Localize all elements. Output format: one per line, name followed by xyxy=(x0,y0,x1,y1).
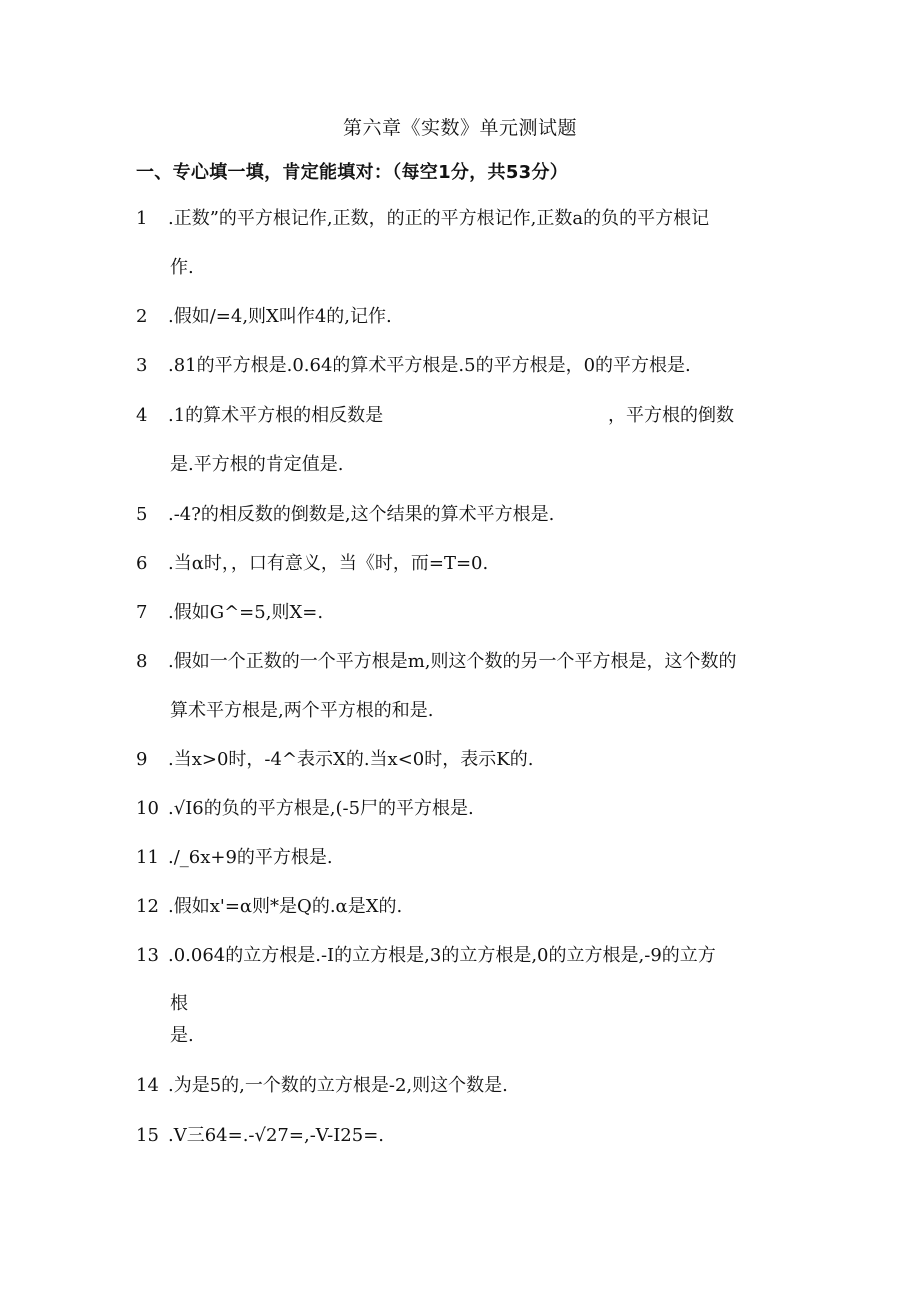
question-number: 15 xyxy=(136,1125,159,1146)
question-6 xyxy=(136,552,488,576)
section-heading: 一、专心填一填，肯定能填对：（每空1分，共53分） xyxy=(136,162,569,183)
question-text: .假如一个正数的一个平方根是m,则这个数的另一个平方根是，这个数的 xyxy=(168,651,737,672)
question-8-continuation: 算术平方根是,两个平方根的和是. xyxy=(170,700,434,721)
question-12 xyxy=(136,895,402,919)
question-number: 1 xyxy=(136,208,148,229)
question-text: .正数”的平方根记作,正数，的正的平方根记作,正数a的负的平方根记 xyxy=(168,208,710,229)
question-13-continuation-2: 是. xyxy=(170,1025,194,1046)
question-number: 13 xyxy=(136,945,159,966)
question-number: 7 xyxy=(136,602,148,623)
question-10 xyxy=(136,797,474,821)
question-4-continuation: 是.平方根的肯定值是. xyxy=(170,454,344,475)
question-number: 8 xyxy=(136,651,148,672)
question-4-tail: ，平方根的倒数 xyxy=(608,405,734,426)
question-text: .81的平方根是.0.64的算术平方根是.5的平方根是，0的平方根是. xyxy=(168,355,691,376)
question-13-continuation: 根 xyxy=(170,993,188,1014)
question-text: ./_6x+9的平方根是. xyxy=(168,847,333,868)
question-1 xyxy=(136,207,709,231)
question-13 xyxy=(136,944,716,968)
question-text: .-4?的相反数的倒数是,这个结果的算术平方根是. xyxy=(168,504,555,525)
question-number: 9 xyxy=(136,749,148,770)
question-text: .1的算术平方根的相反数是 xyxy=(168,405,384,426)
question-text: .V三64=.-√27=,-V-I25=. xyxy=(168,1125,385,1146)
question-5 xyxy=(136,503,554,527)
question-15 xyxy=(136,1124,384,1148)
question-number: 14 xyxy=(136,1075,159,1096)
question-9 xyxy=(136,748,533,772)
question-number: 2 xyxy=(136,306,148,327)
question-text: .0.064的立方根是.-I的立方根是,3的立方根是,0的立方根是,-9的立方 xyxy=(168,945,716,966)
page-title: 第六章《实数》单元测试题 xyxy=(342,117,577,139)
question-text: .假如G^=5,则X=. xyxy=(168,602,324,623)
question-text: .假如/=4,则X叫作4的,记作. xyxy=(168,306,392,327)
question-number: 11 xyxy=(136,847,159,868)
question-1-continuation: 作. xyxy=(170,257,194,278)
question-8 xyxy=(136,650,737,674)
question-text: .当α时，，口有意义，当《时，而=T=0. xyxy=(168,553,489,574)
question-text: .√I6的负的平方根是,(-5尸的平方根是. xyxy=(168,798,474,819)
question-number: 3 xyxy=(136,355,148,376)
question-text: .为是5的,一个数的立方根是-2,则这个数是. xyxy=(168,1075,508,1096)
question-14 xyxy=(136,1074,508,1098)
question-2 xyxy=(136,305,392,329)
question-11 xyxy=(136,846,333,870)
question-3 xyxy=(136,354,691,378)
question-number: 6 xyxy=(136,553,148,574)
question-4 xyxy=(136,404,383,428)
question-7 xyxy=(136,601,323,625)
question-number: 5 xyxy=(136,504,148,525)
question-text: .假如x'=α则*是Q的.α是X的. xyxy=(168,896,403,917)
question-number: 10 xyxy=(136,798,159,819)
question-number: 4 xyxy=(136,405,148,426)
question-number: 12 xyxy=(136,896,159,917)
question-text: .当x>0时，-4^表示X的.当x<0时，表示K的. xyxy=(168,749,534,770)
